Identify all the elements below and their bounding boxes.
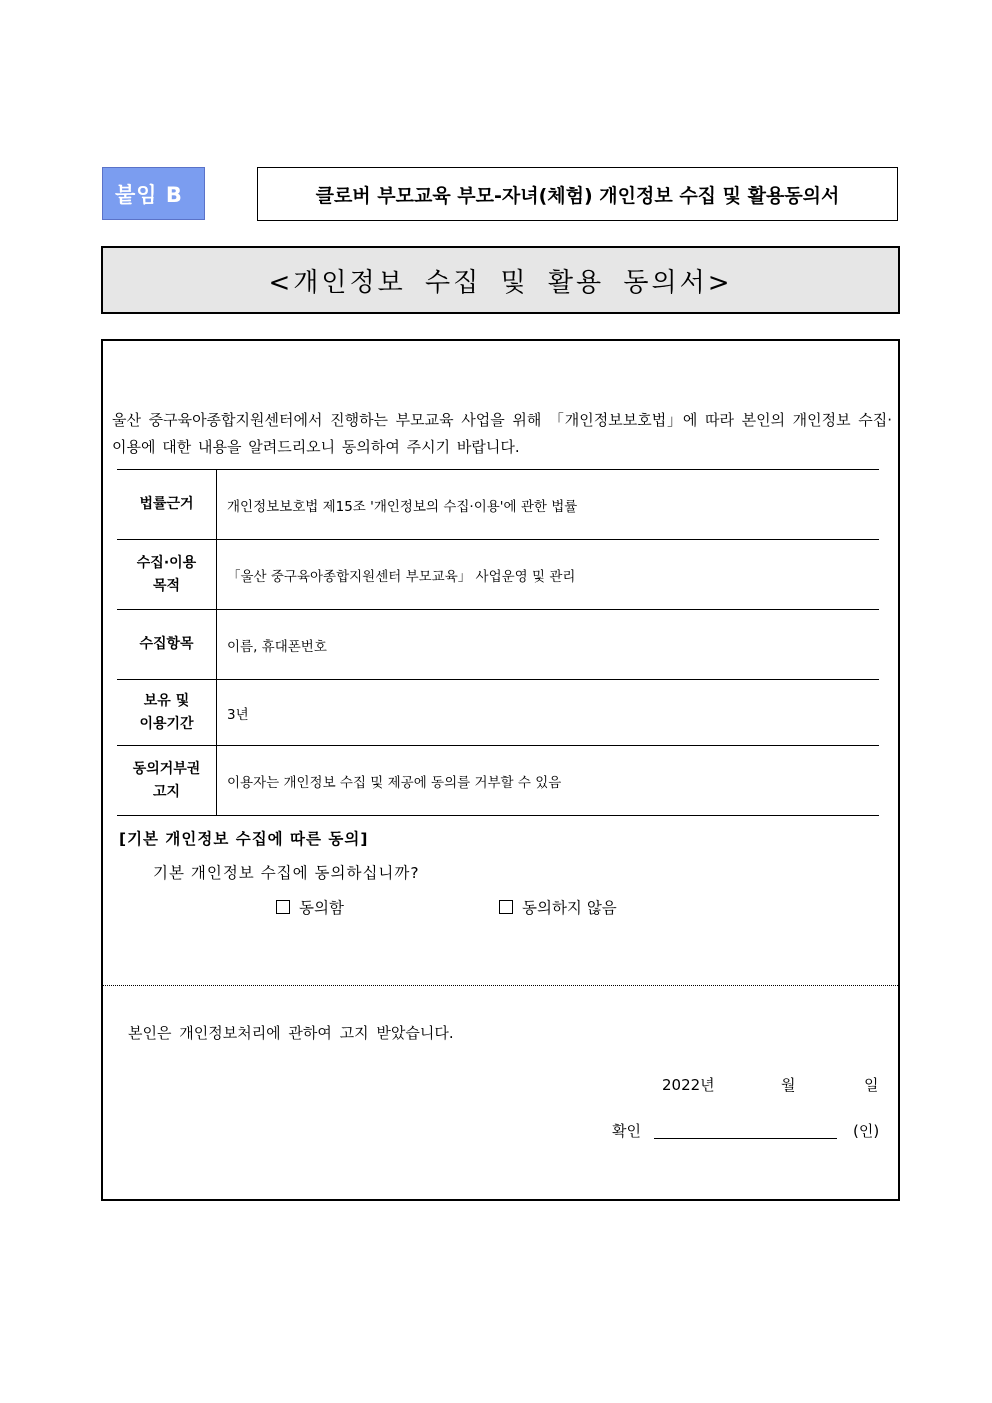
row-label-line: 목적 [152,577,181,594]
date-year: 2022년 [662,1076,715,1094]
notice-text: 본인은 개인정보처리에 관하여 고지 받았습니다. [128,1024,454,1042]
dotted-divider [103,985,898,986]
consent-heading: [기본 개인정보 수집에 따른 동의] [119,830,369,848]
row-value: 개인정보보호법 제15조 '개인정보의 수집·이용'에 관한 법률 [227,498,578,515]
row-label [117,470,217,540]
row-label [117,680,217,746]
row-value: 3년 [227,706,249,723]
row-label-line: 수집항목 [139,636,194,652]
row-label-line: 이용기간 [139,715,194,732]
disagree-option[interactable] [499,896,617,918]
row-label-line: 고지 [152,783,181,800]
agree-option[interactable] [276,896,344,918]
row-label-line: 수집·이용 [136,554,197,571]
table-row [117,680,879,746]
table-row [117,470,879,540]
agree-label: 동의함 [299,899,344,917]
date-month: 월 [781,1076,796,1094]
document-title: <개인정보 수집 및 활용 동의서> [101,246,900,314]
attachment-badge: 붙임 B [102,167,205,220]
seal-label: (인) [853,1122,880,1140]
table-row [117,540,879,610]
row-label-line: 법률근거 [139,496,194,512]
consent-question: 기본 개인정보 수집에 동의하십니까? [153,864,420,882]
table-row [117,610,879,680]
confirm-label: 확인 [612,1122,641,1140]
consent-form [101,339,900,1201]
row-value: 이름, 휴대폰번호 [227,638,327,655]
intro-paragraph: 울산 중구육아종합지원센터에서 진행하는 부모교육 사업을 위해 「개인정보보호법」에 따라 본인의 개인정보 수집·이용에 대한 내용을 알려드리오니 동의하여 주시기 바랍니다. [112,411,892,456]
row-value: 이용자는 개인정보 수집 및 제공에 동의를 거부할 수 있음 [227,774,562,791]
row-label-line: 보유 및 [143,692,190,709]
date-day: 일 [864,1076,879,1094]
agree-checkbox[interactable] [276,900,290,914]
row-label-line: 동의거부권 [132,760,201,777]
row-label [117,610,217,680]
disagree-label: 동의하지 않음 [522,899,617,917]
signature-line[interactable] [654,1138,837,1139]
info-table [117,469,879,816]
row-label [117,540,217,610]
form-header-title: 클로버 부모교육 부모-자녀(체험) 개인정보 수집 및 활용동의서 [257,167,898,221]
table-row [117,746,879,816]
row-value: 「울산 중구육아종합지원센터 부모교육」 사업운영 및 관리 [227,568,576,585]
row-label [117,746,217,816]
disagree-checkbox[interactable] [499,900,513,914]
